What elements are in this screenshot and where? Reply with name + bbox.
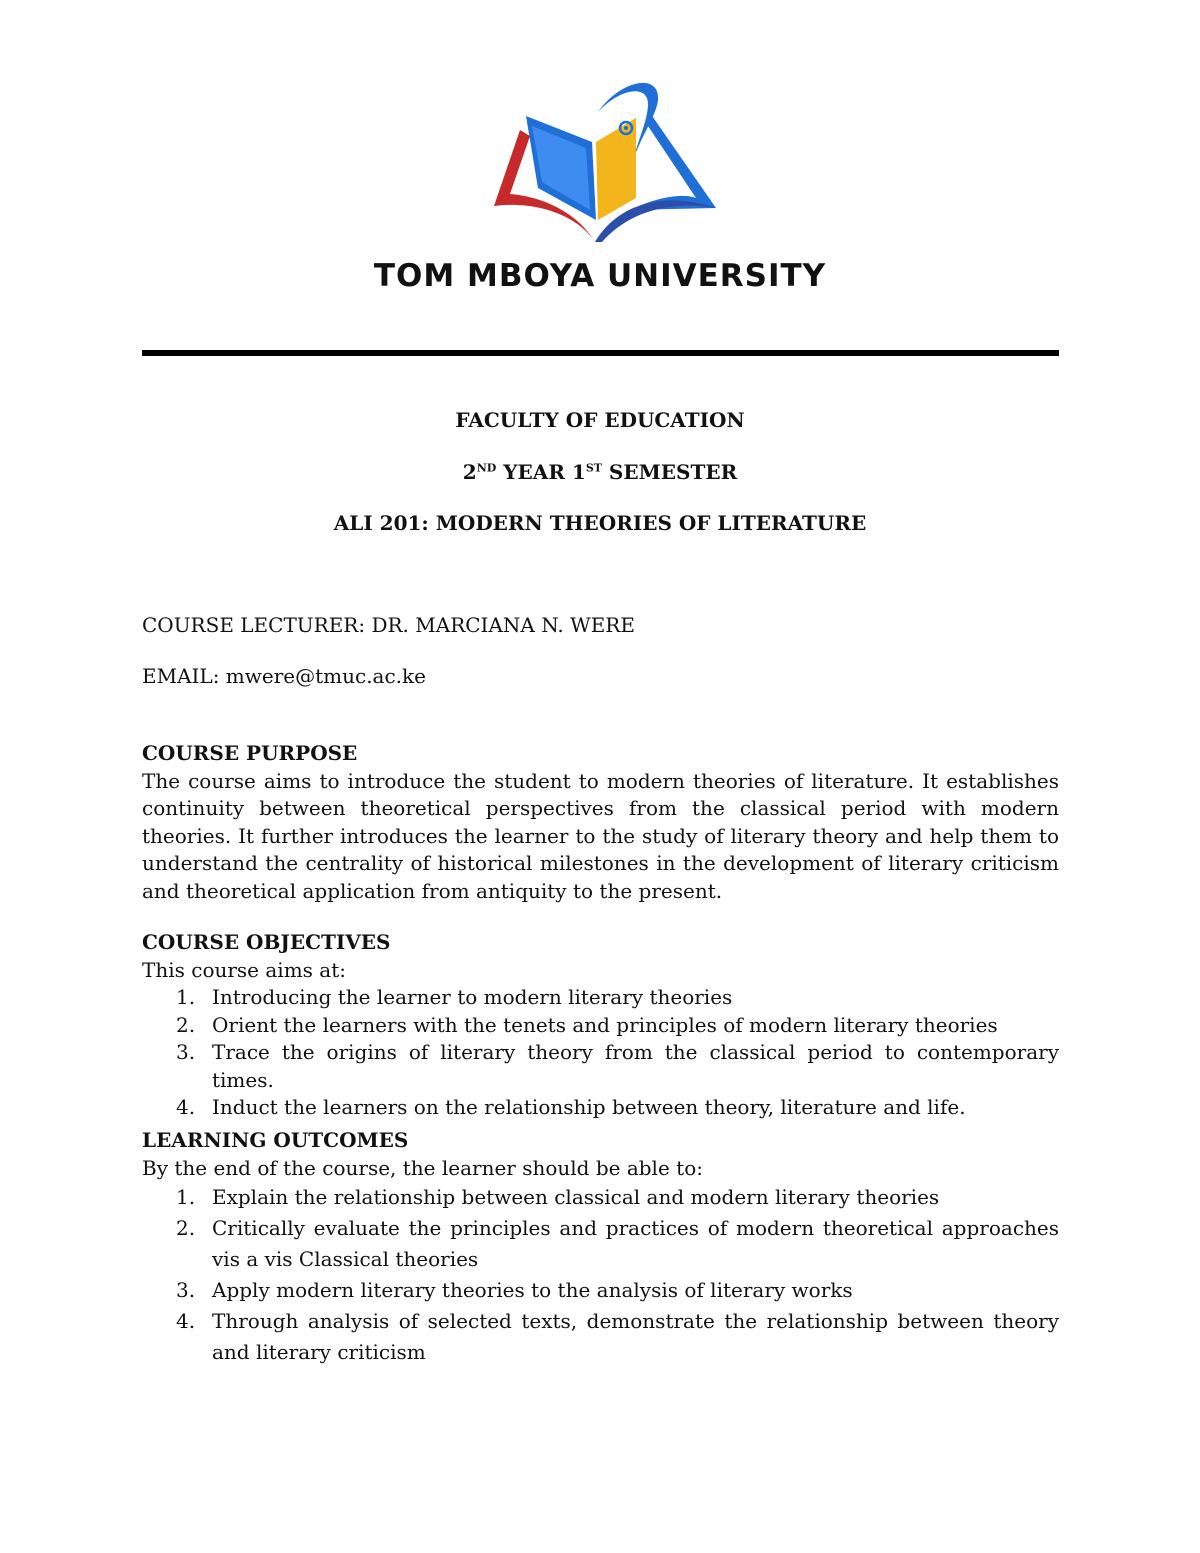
- list-item: [142, 1039, 1059, 1094]
- list-text: Critically evaluate the principles and practices of modern theoretical approaches vis a vis Classical theories: [212, 1216, 1059, 1271]
- list-item: [142, 1094, 1059, 1122]
- university-name: TOM MBOYA UNIVERSITY: [373, 258, 827, 294]
- list-item: [142, 1306, 1059, 1368]
- course-purpose-heading: COURSE PURPOSE: [142, 741, 358, 765]
- list-number: 2.: [176, 1216, 196, 1240]
- list-text: Orient the learners with the tenets and principles of modern literary theories: [212, 1012, 998, 1037]
- list-item: [142, 984, 1059, 1012]
- header-divider: [142, 350, 1059, 356]
- learning-outcomes-intro: By the end of the course, the learner should be able to:: [142, 1155, 703, 1180]
- lecturer-email: EMAIL: mwere@tmuc.ac.ke: [142, 664, 426, 688]
- faculty-title: FACULTY OF EDUCATION: [455, 408, 745, 432]
- year-semester-line: [0, 460, 1200, 484]
- list-text: Induct the learners on the relationship between theory, literature and life.: [212, 1095, 966, 1119]
- course-objectives-intro: This course aims at:: [142, 957, 346, 982]
- list-text: Introducing the learner to modern literary theories: [212, 985, 733, 1009]
- list-number: 3.: [176, 1040, 196, 1064]
- year-label: YEAR 1: [496, 460, 586, 484]
- list-item: [142, 1012, 1059, 1040]
- list-number: 4.: [176, 1309, 196, 1333]
- year-number: 2: [462, 460, 477, 484]
- list-text: Through analysis of selected texts, demonstrate the relationship between theory and literary criticism: [212, 1309, 1059, 1364]
- list-item: [142, 1275, 1059, 1306]
- course-objectives-section: [142, 929, 1059, 1122]
- objectives-list: [142, 984, 1059, 1122]
- course-objectives-heading: COURSE OBJECTIVES: [142, 930, 391, 954]
- learning-outcomes-heading: LEARNING OUTCOMES: [142, 1128, 409, 1152]
- list-number: 3.: [176, 1278, 196, 1302]
- semester-label: SEMESTER: [601, 460, 738, 484]
- list-text: Apply modern literary theories to the analysis of literary works: [212, 1278, 853, 1302]
- list-number: 1.: [176, 1185, 196, 1209]
- list-text: Trace the origins of literary theory from the classical period to contemporary times.: [212, 1040, 1059, 1092]
- learning-outcomes-section: [142, 1127, 1059, 1368]
- list-text: Explain the relationship between classical and modern literary theories: [212, 1185, 940, 1209]
- list-item: [142, 1213, 1059, 1275]
- course-purpose-section: [142, 740, 1059, 905]
- list-item: [142, 1182, 1059, 1213]
- list-number: 4.: [176, 1095, 196, 1119]
- list-number: 2.: [176, 1012, 196, 1037]
- semester-suffix: ST: [585, 461, 602, 475]
- list-number: 1.: [176, 985, 196, 1009]
- course-purpose-text: The course aims to introduce the student to modern theories of literature. It establishes continuity between theoretical perspectives from the classical period with modern theories. It further introduces the learner to the study of literary theory and help them to understand the centrality of historical milestones in the development of literary criticism and theoretical application from antiquity to the present.: [142, 768, 1059, 903]
- open-book-icon: [480, 70, 725, 245]
- year-suffix: ND: [476, 461, 497, 475]
- course-lecturer: COURSE LECTURER: DR. MARCIANA N. WERE: [142, 613, 635, 637]
- course-title: ALI 201: MODERN THEORIES OF LITERATURE: [333, 511, 867, 535]
- outcomes-list: [142, 1182, 1059, 1368]
